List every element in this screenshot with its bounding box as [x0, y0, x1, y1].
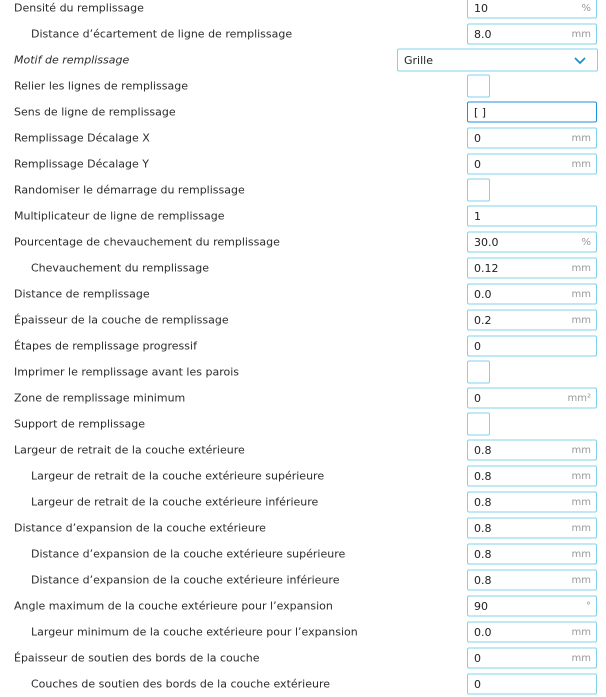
setting-checkbox[interactable]: [467, 413, 490, 436]
dropdown-selected-value: Grille: [404, 53, 433, 67]
setting-input[interactable]: [467, 284, 597, 305]
setting-value: 0: [474, 677, 481, 691]
setting-row: [0, 411, 606, 437]
setting-value: 0.0: [474, 625, 492, 639]
setting-label: Motif de remplissage: [14, 53, 130, 67]
setting-unit: mm: [571, 28, 591, 40]
setting-label: Remplissage Décalage X: [14, 131, 150, 145]
setting-row: [0, 385, 606, 411]
setting-label: Zone de remplissage minimum: [14, 391, 186, 405]
setting-label: Chevauchement du remplissage: [31, 261, 209, 275]
setting-unit: °: [586, 600, 591, 612]
setting-label: Épaisseur de la couche de remplissage: [14, 313, 229, 327]
setting-unit: mm: [571, 132, 591, 144]
setting-value: 0: [474, 651, 481, 665]
setting-row: [0, 645, 606, 671]
setting-row: [0, 125, 606, 151]
setting-unit: %: [581, 236, 591, 248]
setting-label: Distance d’écartement de ligne de remplissage: [31, 27, 293, 41]
setting-input[interactable]: [467, 258, 597, 279]
setting-row: [0, 47, 606, 73]
setting-input[interactable]: [467, 466, 597, 487]
setting-label: Randomiser le démarrage du remplissage: [14, 183, 245, 197]
setting-row: [0, 177, 606, 203]
infill-pattern-dropdown[interactable]: [397, 49, 598, 72]
setting-label: Support de remplissage: [14, 417, 146, 431]
setting-row: [0, 541, 606, 567]
setting-label: Couches de soutien des bords de la couche extérieure: [31, 677, 331, 691]
setting-unit: mm: [571, 158, 591, 170]
setting-label: Densité du remplissage: [14, 1, 144, 15]
setting-value: 0.2: [474, 313, 492, 327]
setting-input[interactable]: [467, 674, 597, 695]
setting-row: [0, 333, 606, 359]
setting-checkbox[interactable]: [467, 75, 490, 98]
setting-value: 0: [474, 391, 481, 405]
setting-value: 0.0: [474, 287, 492, 301]
setting-row: [0, 73, 606, 99]
setting-label: Relier les lignes de remplissage: [14, 79, 188, 93]
setting-value: [ ]: [474, 105, 487, 119]
setting-label: Distance d’expansion de la couche extérieure inférieure: [31, 573, 340, 587]
setting-unit: mm: [571, 470, 591, 482]
setting-value: 8.0: [474, 27, 492, 41]
setting-row: [0, 619, 606, 645]
setting-row: [0, 671, 606, 697]
setting-unit: mm: [571, 314, 591, 326]
setting-input[interactable]: [467, 622, 597, 643]
setting-unit: mm: [571, 548, 591, 560]
setting-value: 0.8: [474, 573, 492, 587]
setting-unit: mm: [571, 522, 591, 534]
setting-unit: mm: [571, 262, 591, 274]
setting-row: [0, 203, 606, 229]
setting-value: 0: [474, 339, 481, 353]
setting-checkbox[interactable]: [467, 179, 490, 202]
setting-label: Distance de remplissage: [14, 287, 150, 301]
setting-row: [0, 463, 606, 489]
setting-unit: mm: [571, 652, 591, 664]
setting-row: [0, 593, 606, 619]
setting-input[interactable]: [467, 310, 597, 331]
setting-input[interactable]: [467, 102, 597, 123]
setting-row: [0, 515, 606, 541]
setting-label: Étapes de remplissage progressif: [14, 339, 197, 353]
setting-unit: mm: [571, 288, 591, 300]
setting-unit: %: [581, 2, 591, 14]
setting-label: Largeur de retrait de la couche extérieure supérieure: [31, 469, 325, 483]
chevron-down-icon: [573, 54, 587, 68]
setting-row: [0, 99, 606, 125]
setting-unit: mm: [571, 626, 591, 638]
setting-input[interactable]: [467, 440, 597, 461]
setting-input[interactable]: [467, 336, 597, 357]
setting-label: Sens de ligne de remplissage: [14, 105, 176, 119]
setting-input[interactable]: [467, 154, 597, 175]
setting-value: 10: [474, 1, 488, 15]
setting-input[interactable]: [467, 388, 597, 409]
setting-input[interactable]: [467, 206, 597, 227]
setting-input[interactable]: [467, 24, 597, 45]
setting-label: Épaisseur de soutien des bords de la couche: [14, 651, 260, 665]
setting-unit: mm: [571, 444, 591, 456]
setting-input[interactable]: [467, 648, 597, 669]
setting-label: Multiplicateur de ligne de remplissage: [14, 209, 225, 223]
setting-row: [0, 489, 606, 515]
setting-value: 0: [474, 157, 481, 171]
setting-value: 0.8: [474, 469, 492, 483]
setting-input[interactable]: [467, 492, 597, 513]
setting-row: [0, 0, 606, 21]
setting-unit: mm: [571, 574, 591, 586]
setting-input[interactable]: [467, 570, 597, 591]
setting-label: Remplissage Décalage Y: [14, 157, 149, 171]
setting-value: 0.8: [474, 521, 492, 535]
setting-row: [0, 151, 606, 177]
setting-input[interactable]: [467, 128, 597, 149]
setting-input[interactable]: [467, 544, 597, 565]
setting-value: 0.8: [474, 547, 492, 561]
setting-label: Pourcentage de chevauchement du remplissage: [14, 235, 280, 249]
setting-label: Largeur minimum de la couche extérieure pour l’expansion: [31, 625, 358, 639]
setting-label: Angle maximum de la couche extérieure pour l’expansion: [14, 599, 333, 613]
setting-input[interactable]: [467, 232, 597, 253]
setting-value: 0: [474, 131, 481, 145]
setting-value: 30.0: [474, 235, 499, 249]
setting-row: [0, 281, 606, 307]
setting-label: Largeur de retrait de la couche extérieure: [14, 443, 245, 457]
setting-unit: mm: [571, 496, 591, 508]
setting-row: [0, 359, 606, 385]
setting-checkbox[interactable]: [467, 361, 490, 384]
setting-row: [0, 567, 606, 593]
setting-value: 0.8: [474, 443, 492, 457]
setting-row: [0, 255, 606, 281]
setting-row: [0, 437, 606, 463]
setting-label: Distance d’expansion de la couche extérieure: [14, 521, 266, 535]
setting-row: [0, 307, 606, 333]
setting-input[interactable]: [467, 596, 597, 617]
setting-input[interactable]: [467, 518, 597, 539]
setting-unit: mm²: [567, 392, 591, 404]
setting-value: 0.12: [474, 261, 499, 275]
setting-row: [0, 229, 606, 255]
setting-value: 0.8: [474, 495, 492, 509]
setting-label: Largeur de retrait de la couche extérieure inférieure: [31, 495, 319, 509]
setting-label: Imprimer le remplissage avant les parois: [14, 365, 239, 379]
setting-value: 1: [474, 209, 481, 223]
setting-value: 90: [474, 599, 488, 613]
setting-row: [0, 21, 606, 47]
setting-input[interactable]: [467, 0, 597, 19]
setting-label: Distance d’expansion de la couche extérieure supérieure: [31, 547, 346, 561]
